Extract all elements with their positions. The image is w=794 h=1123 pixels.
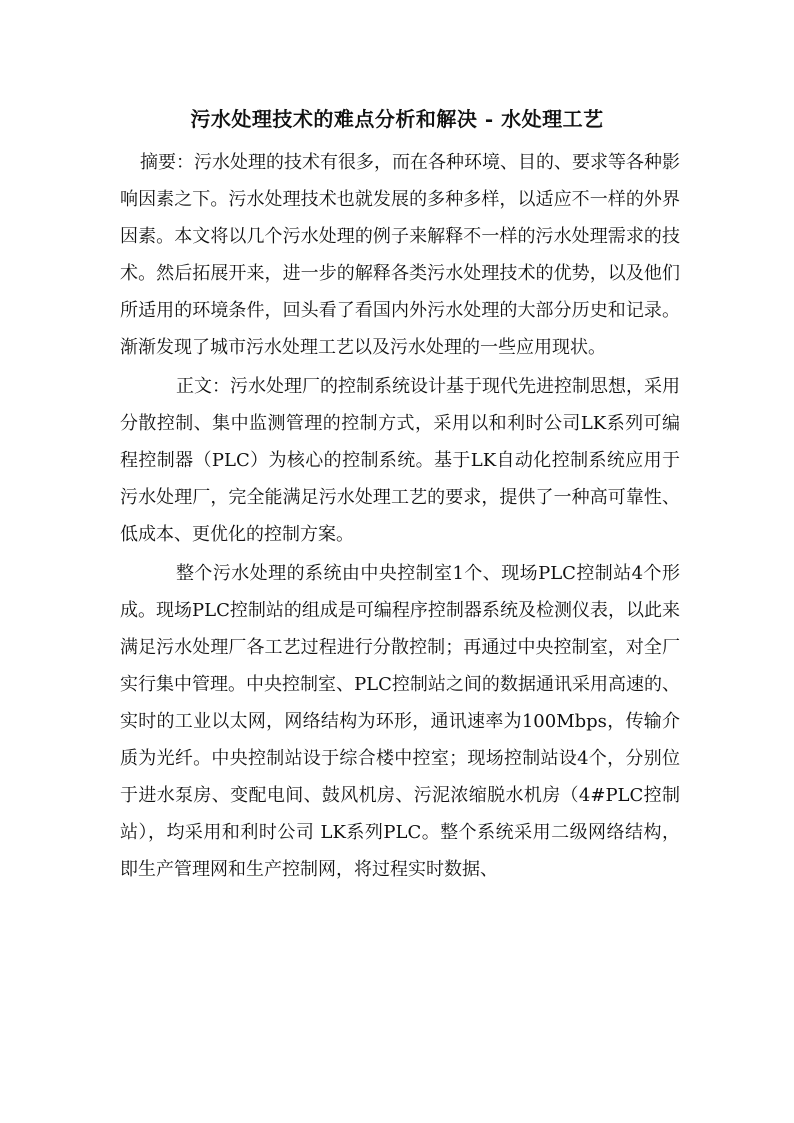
main-text-paragraph: 正文：污水处理厂的控制系统设计基于现代先进控制思想，采用分散控制、集中监测管理的控制方式，采用以和利时公司LK系列可编程控制器（PLC）为核心的控制系统。基于LK自动化控制系统应用于污水处理厂，完全能满足污水处理工艺的要求，提供了一种高可靠性、低成本、更优化的控制方案。: [120, 376, 681, 545]
document-body: [120, 144, 680, 888]
system-description-paragraph: 整个污水处理的系统由中央控制室1个、现场PLC控制站4个形成。现场PLC控制站的组成是可编程序控制器系统及检测仪表，以此来满足污水处理厂各工艺过程进行分散控制；再通过中央控制室，对全厂实行集中管理。中央控制室、PLC控制站之间的数据通讯采用高速的、实时的工业以太网，网络结构为环形，通讯速率为100Mbps，传输介质为光纤。中央控制站设于综合楼中控室；现场控制站设4个，分别位于进水泵房、变配电间、鼓风机房、污泥浓缩脱水机房（4#PLC控制站），均采用和利时公司 LK系列PLC。整个系统采用二级网络结构，即生产管理网和生产控制网，将过程实时数据、: [120, 563, 680, 880]
document-title: 污水处理技术的难点分析和解决 - 水处理工艺: [190, 107, 604, 131]
abstract-paragraph: 摘要：污水处理的技术有很多，而在各种环境、目的、要求等各种影响因素之下。污水处理技术也就发展的多种多样，以适应不一样的外界因素。本文将以几个污水处理的例子来解释不一样的污水处理需求的技术。然后拓展开来，进一步的解释各类污水处理技术的优势，以及他们所适用的环境条件，回头看了看国内外污水处理的大部分历史和记录。渐渐发现了城市污水处理工艺以及污水处理的一些应用现状。: [120, 152, 680, 358]
